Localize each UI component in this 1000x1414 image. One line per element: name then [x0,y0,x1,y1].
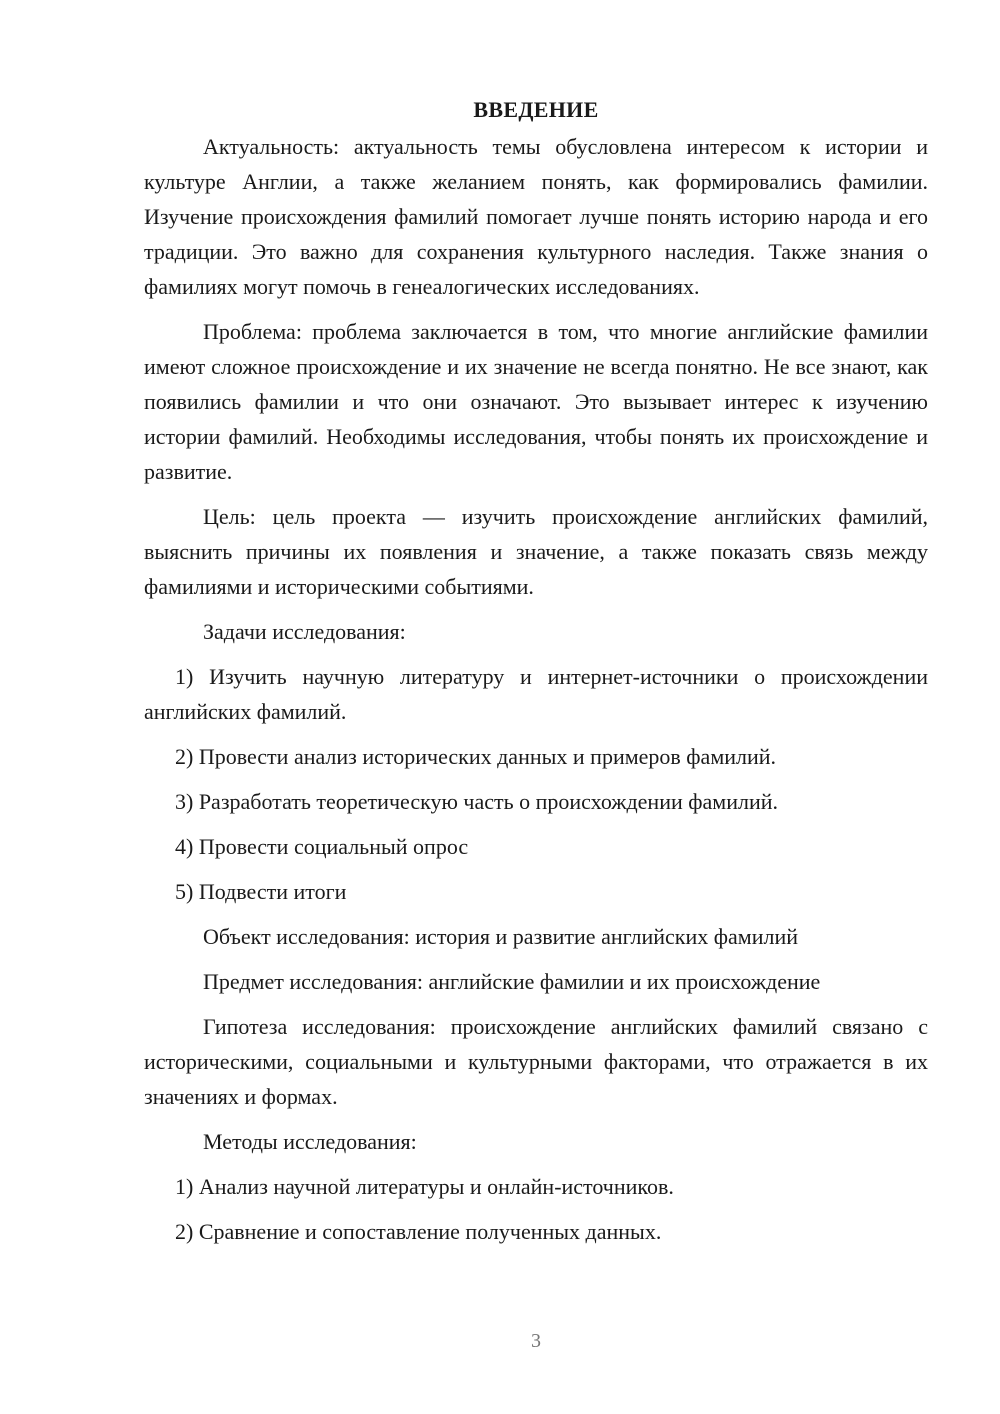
task-item-3: 3) Разработать теоретическую часть о происхождении фамилий. [175,789,778,814]
document-page [144,92,928,1259]
relevance-paragraph: Актуальность: актуальность темы обусловлена интересом к истории и культуре Англии, а также желанием понять, как формировались фамилии. Изучение происхождения фамилий помогает лучше понять историю народа и его традиции. Это важно для сохранения культурного наследия. Также знания о фамилиях могут помочь в генеалогических исследованиях. [144,134,928,299]
task-item-4: 4) Провести социальный опрос [175,834,469,859]
methods-heading: Методы исследования: [203,1129,417,1154]
research-subject: Предмет исследования: английские фамилии и их происхождение [203,969,821,994]
goal-paragraph: Цель: цель проекта — изучить происхождение английских фамилий, выяснить причины их появления и значение, а также показать связь между фамилиями и историческими событиями. [144,504,928,599]
page-number: 3 [531,1330,541,1352]
task-item-5: 5) Подвести итоги [175,879,347,904]
problem-paragraph: Проблема: проблема заключается в том, что многие английские фамилии имеют сложное происхождение и их значение не всегда понятно. Не все знают, как появились фамилии и что они означают. Это вызывает интерес к изучению истории фамилий. Необходимы исследования, чтобы понять их происхождение и развитие. [144,319,928,484]
method-item-2: 2) Сравнение и сопоставление полученных данных. [175,1219,662,1244]
task-item-2: 2) Провести анализ исторических данных и примеров фамилий. [175,744,777,769]
hypothesis-paragraph: Гипотеза исследования: происхождение английских фамилий связано с историческими, социальными и культурными факторами, что отражается в их значениях и формах. [144,1014,928,1109]
task-item-1: 1) Изучить научную литературу и интернет-источники о происхождении английских фамилий. [144,664,928,724]
section-title: ВВЕДЕНИЕ [473,97,599,122]
method-item-1: 1) Анализ научной литературы и онлайн-источников. [175,1174,674,1199]
research-object: Объект исследования: история и развитие английских фамилий [203,924,799,949]
tasks-heading: Задачи исследования: [203,619,406,644]
